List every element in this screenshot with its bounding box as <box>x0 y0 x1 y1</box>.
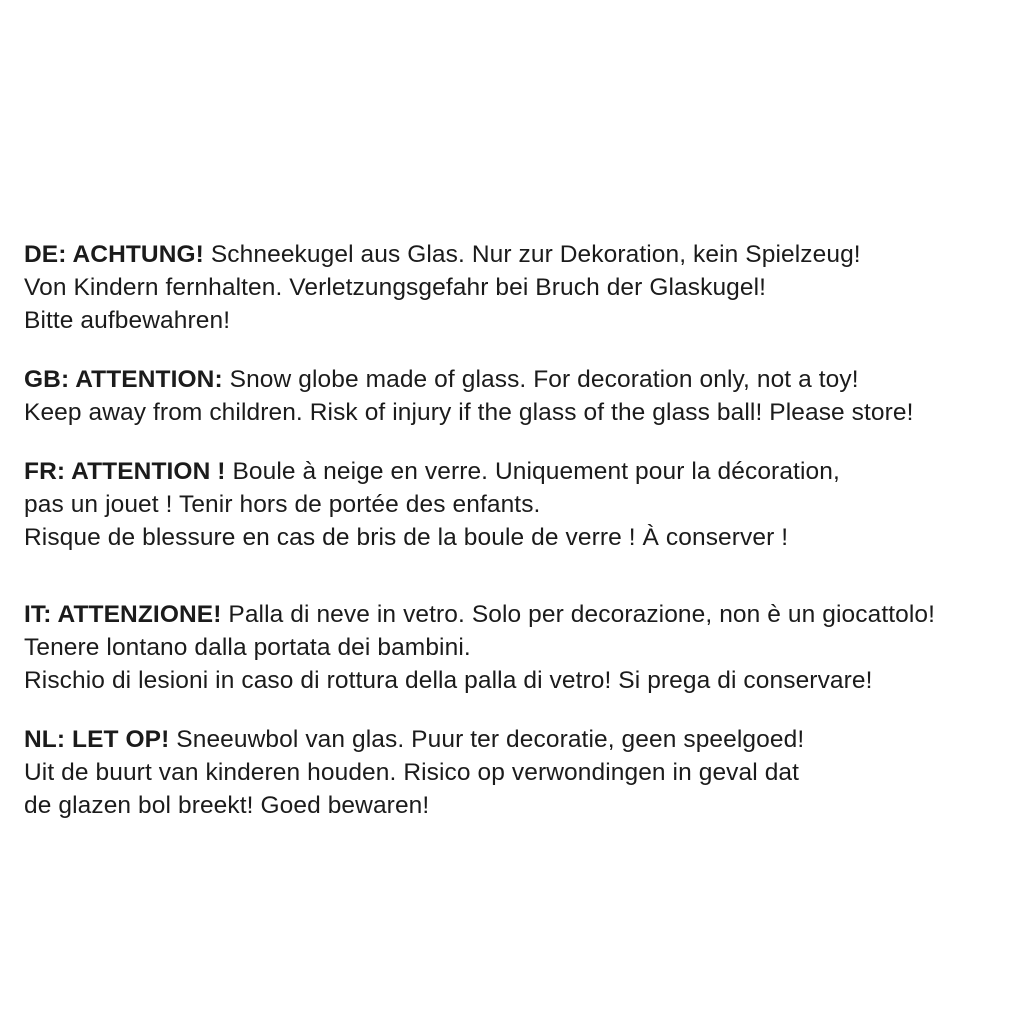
language-lead-de: DE: ACHTUNG! <box>24 241 204 268</box>
warning-block-de <box>24 238 996 337</box>
warning-text: Snow globe made of glass. For decoration only, not a toy! <box>222 366 859 393</box>
warning-line: Keep away from children. Risk of injury if the glass of the glass ball! Please store! <box>24 399 914 426</box>
warning-line: Risque de blessure en cas de bris de la boule de verre ! À conserver ! <box>24 524 789 551</box>
warning-block-it <box>24 598 996 697</box>
warning-block-fr <box>24 455 996 554</box>
warning-line: Tenere lontano dalla portata dei bambini. <box>24 634 471 661</box>
warning-line <box>24 455 996 488</box>
warning-block-gb <box>24 363 996 429</box>
warning-line: Uit de buurt van kinderen houden. Risico op verwondingen in geval dat <box>24 759 800 786</box>
warning-line <box>24 363 996 396</box>
language-lead-nl: NL: LET OP! <box>24 726 170 753</box>
warning-line <box>24 723 996 756</box>
warning-text: Palla di neve in vetro. Solo per decorazione, non è un giocattolo! <box>221 601 936 628</box>
language-lead-fr: FR: ATTENTION ! <box>24 458 226 485</box>
warning-line: Bitte aufbewahren! <box>24 307 231 334</box>
language-lead-it: IT: ATTENZIONE! <box>24 601 222 628</box>
language-lead-gb: GB: ATTENTION: <box>24 366 223 393</box>
warning-line: pas un jouet ! Tenir hors de portée des enfants. <box>24 491 541 518</box>
warning-line <box>24 598 996 631</box>
warning-text: Sneeuwbol van glas. Puur ter decoratie, geen speelgoed! <box>169 726 805 753</box>
warning-text: Schneekugel aus Glas. Nur zur Dekoration, kein Spielzeug! <box>203 241 861 268</box>
warning-line: de glazen bol breekt! Goed bewaren! <box>24 792 430 819</box>
warning-line <box>24 238 996 271</box>
warning-line: Von Kindern fernhalten. Verletzungsgefahr bei Bruch der Glaskugel! <box>24 274 767 301</box>
warning-text: Boule à neige en verre. Uniquement pour la décoration, <box>225 458 840 485</box>
warning-line: Rischio di lesioni in caso di rottura della palla di vetro! Si prega di conservare! <box>24 667 873 694</box>
warning-block-nl <box>24 723 996 822</box>
